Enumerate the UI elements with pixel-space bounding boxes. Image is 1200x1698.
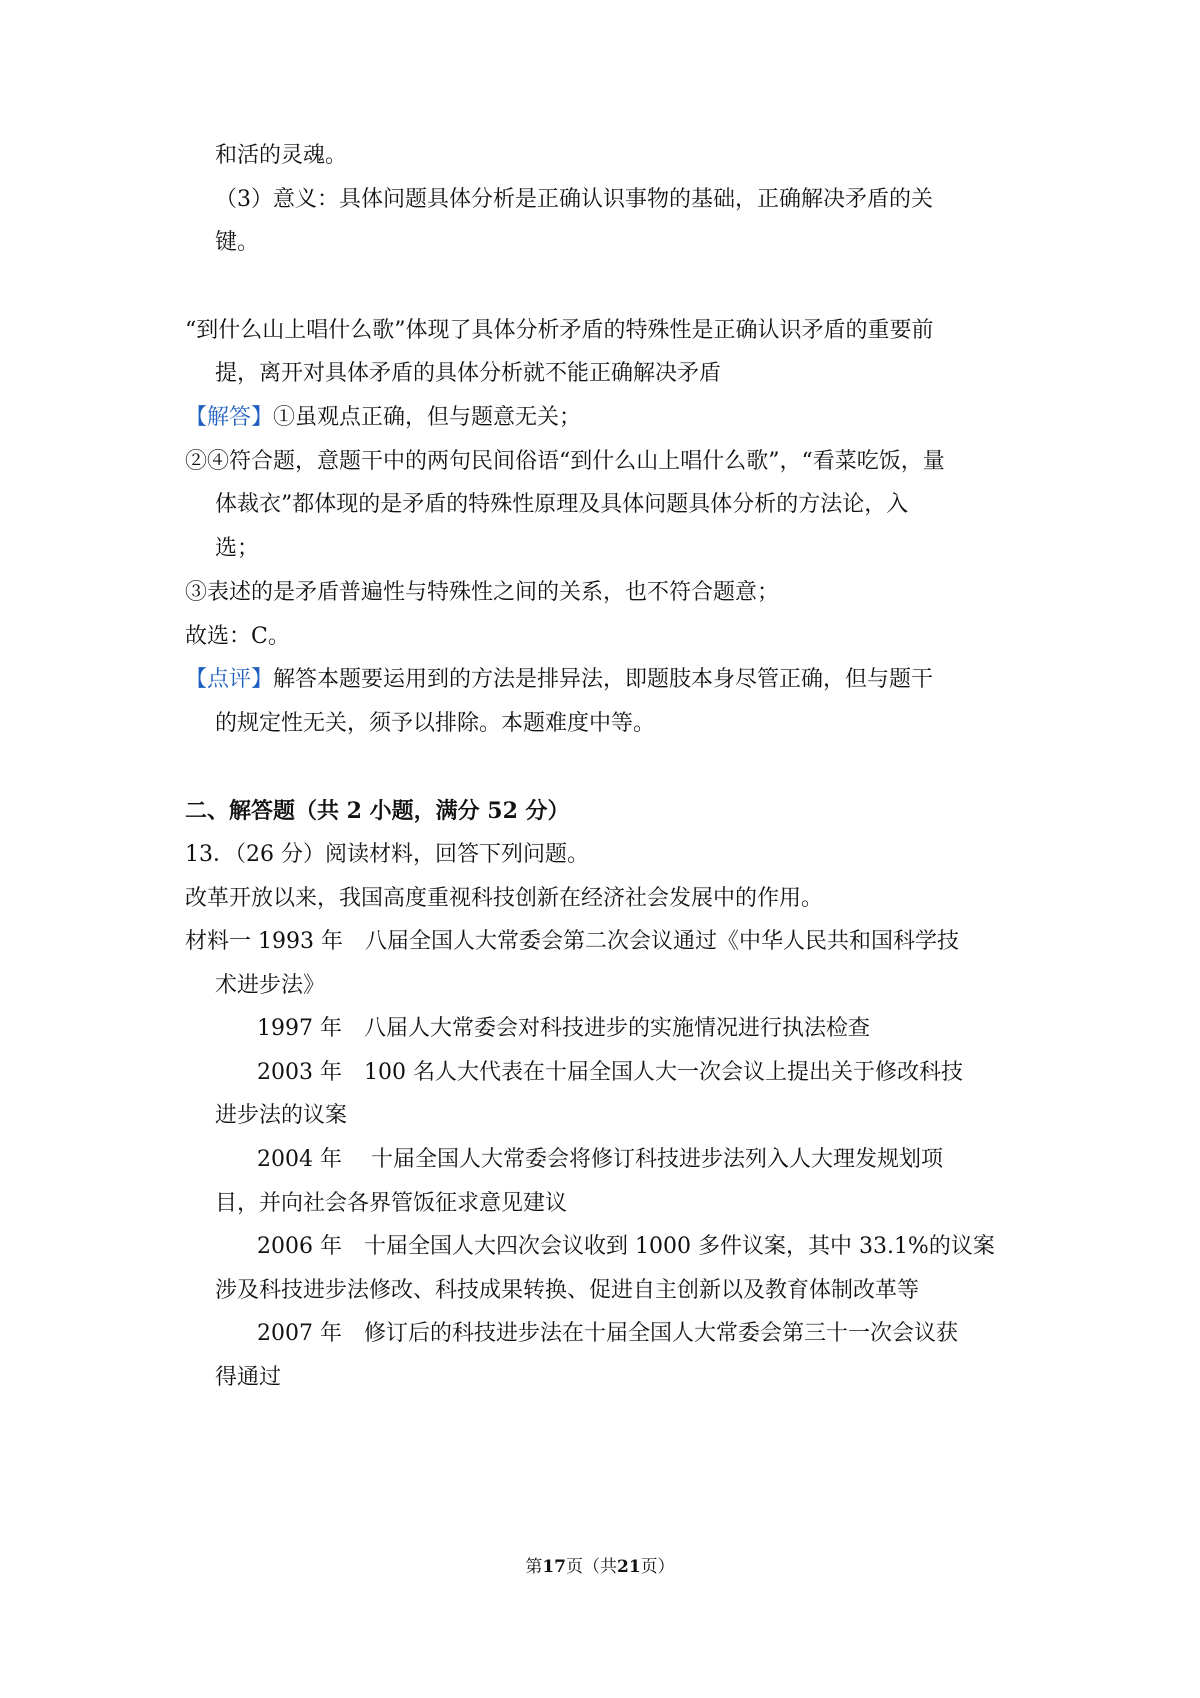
text-line: 1997 年 八届人大常委会对科技进步的实施情况进行执法检查 [257,1016,870,1041]
text-line: 术进步法》 [215,973,326,998]
section-heading: 二、解答题（共 2 小题，满分 52 分） [185,798,570,824]
text-line: 目，并向社会各界管饭征求意见建议 [215,1191,568,1216]
text-line: 键。 [215,230,260,255]
text-line: 进步法的议案 [215,1103,348,1128]
footer-suffix: 页） [640,1557,675,1577]
text-line: 涉及科技进步法修改、科技成果转换、促进自主创新以及教育体制改革等 [215,1278,920,1303]
comment-text: 解答本题要运用到的方法是排异法，即题肢本身尽管正确，但与题干 [273,667,934,692]
comment-line [185,665,933,695]
text-line: 2004 年 十届全国人大常委会将修订科技进步法列入人大理发规划项 [257,1147,943,1172]
text-line: 提，离开对具体矛盾的具体分析就不能正确解决矛盾 [215,361,722,386]
footer-page-number: 17 [542,1557,566,1577]
text-line: 和活的灵魂。 [215,143,348,168]
page-footer [0,1555,1200,1579]
text-line: 材料一 1993 年 八届全国人大常委会第二次会议通过《中华人民共和国科学技 [185,929,959,954]
text-line: 得通过 [215,1365,282,1390]
text-line: 2006 年 十届全国人大四次会议收到 1000 多件议案，其中 33.1%的议案 [257,1234,995,1259]
answer-line [185,403,581,433]
answer-text: ①虽观点正确，但与题意无关； [273,405,582,430]
footer-total-pages: 21 [617,1557,641,1577]
text-line: 2003 年 100 名人大代表在十届全国人大一次会议上提出关于修改科技 [257,1060,963,1085]
comment-tag: 【点评】 [185,667,274,692]
text-line: 选； [215,536,260,561]
text-line: 2007 年 修订后的科技进步法在十届全国人大常委会第三十一次会议获 [257,1321,958,1346]
question-title: 13．（26 分）阅读材料，回答下列问题。 [185,842,589,867]
footer-prefix: 第 [525,1557,543,1577]
text-line: 的规定性无关，须予以排除。本题难度中等。 [215,711,656,736]
text-line: 体裁衣”都体现的是矛盾的特殊性原理及具体问题具体分析的方法论，入 [215,492,909,517]
text-line: （3）意义：具体问题具体分析是正确认识事物的基础，正确解决矛盾的关 [215,187,933,212]
text-line: ③表述的是矛盾普遍性与特殊性之间的关系，也不符合题意； [185,580,780,605]
text-line: “到什么山上唱什么歌”体现了具体分析矛盾的特殊性是正确认识矛盾的重要前 [185,318,934,343]
text-line: ②④符合题，意题干中的两句民间俗语“到什么山上唱什么歌”，“看菜吃饭，量 [185,449,945,474]
answer-tag: 【解答】 [185,405,274,430]
footer-middle: 页（共 [566,1557,617,1577]
text-line: 改革开放以来，我国高度重视科技创新在经济社会发展中的作用。 [185,886,824,911]
text-line: 故选：C。 [185,624,290,649]
